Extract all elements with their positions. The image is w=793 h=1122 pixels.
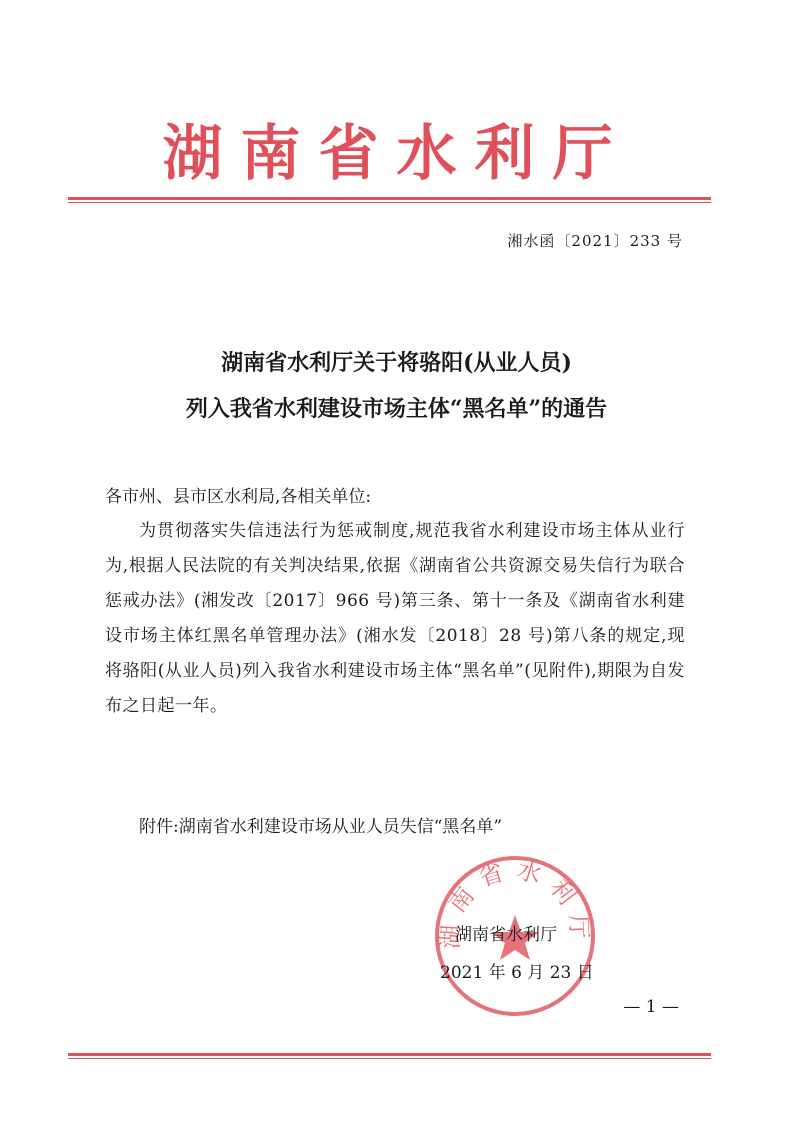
notice-title [0,340,793,432]
issue-date: 2021 年 6 月 23 日 [440,963,594,983]
header-rule [68,197,711,203]
document-number: 湘水函〔2021〕233 号 [507,232,683,250]
salutation: 各市州、县市区水利局,各相关单位: [105,487,372,507]
footer-rule [68,1053,711,1059]
letterhead-title: 湖南省水利厅 [162,119,631,189]
attachment-line: 附件:湖南省水利建设市场从业人员失信“黑名单” [139,817,503,837]
seal-text: 湖南省水利厅 [436,855,594,950]
body-paragraph: 为贯彻落实失信违法行为惩戒制度,规范我省水利建设市场主体从业行为,根据人民法院的有关判决结果,依据《湖南省公共资源交易失信行为联合惩戒办法》(湘发改〔2017〕966 号)第三条、第十一条及《湖南省水利建设市场主体红黑名单管理办法》(湘水发〔2018〕28 号)第八条的规定,现将骆阳(从业人员)列入我省水利建设市场主体“黑名单”(见附件),期限为自发布之日起一年。 [105,521,685,716]
notice-title-line-1: 湖南省水利厅关于将骆阳(从业人员) [221,350,572,376]
page-number: — 1 — [623,997,679,1017]
signer-name: 湖南省水利厅 [455,925,557,945]
notice-title-line-2: 列入我省水利建设市场主体“黑名单”的通告 [185,396,608,422]
